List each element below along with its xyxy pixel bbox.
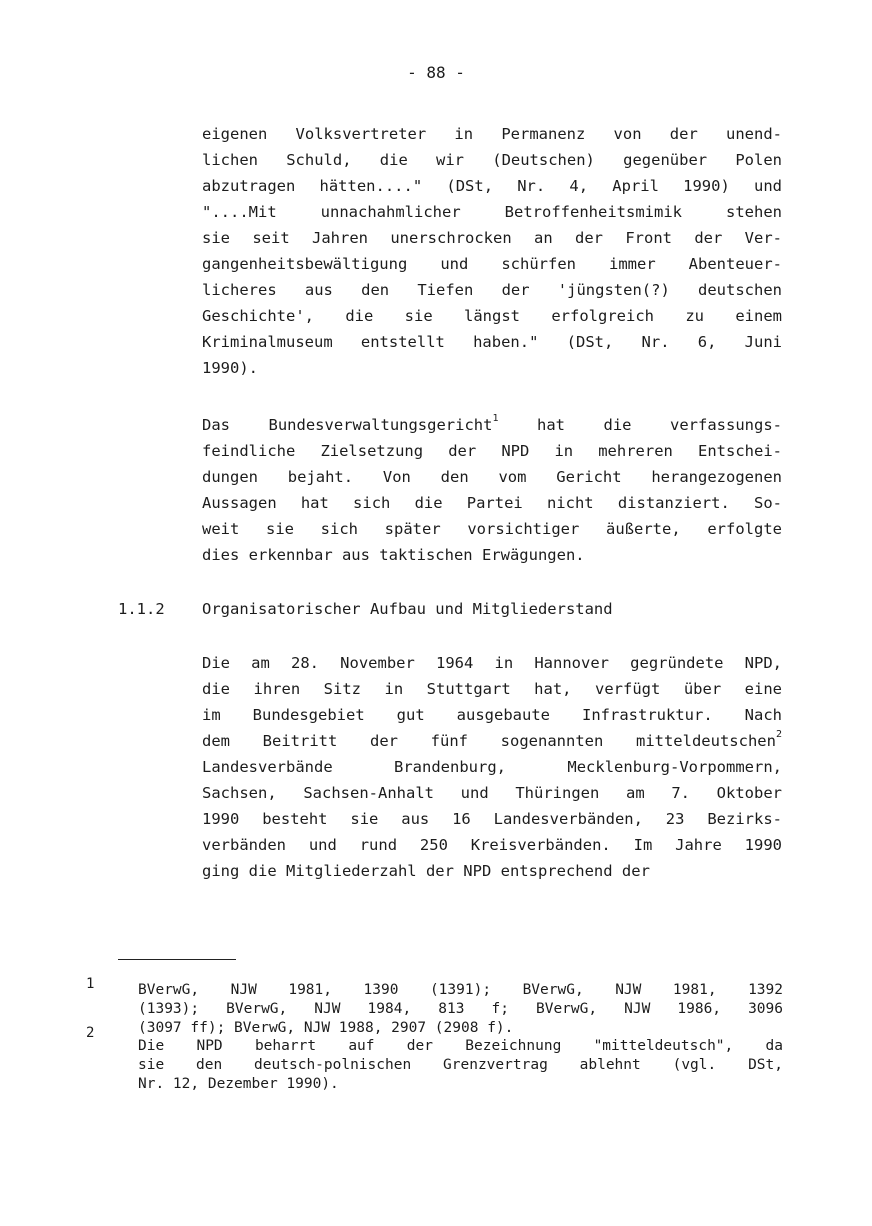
text-line: abzutragen hätten...." (DSt, Nr. 4, April 1990) und <box>202 177 782 195</box>
footnote-line: (1393); BVerwG, NJW 1984, 813 f; BVerwG, NJW 1986, 3096 <box>138 1001 783 1017</box>
text-line: dies erkennbar aus taktischen Erwägungen. <box>202 546 585 564</box>
text-segment: hat die verfassungs- <box>498 416 782 434</box>
text-line: Kriminalmuseum entstellt haben." (DSt, Nr. 6, Juni <box>202 333 782 351</box>
text-line: "....Mit unnachahmlicher Betroffenheitsmimik stehen <box>202 203 782 221</box>
footnote-number: 2 <box>86 1025 95 1041</box>
footnote-ref-1: 1 <box>492 413 499 424</box>
footnote-divider <box>118 959 236 960</box>
text-line: eigenen Volksvertreter in Permanenz von der unend- <box>202 125 782 143</box>
footnote-line: sie den deutsch-polnischen Grenzvertrag ablehnt (vgl. DSt, <box>138 1057 783 1073</box>
text-line: 1990). <box>202 359 258 377</box>
footnote-2 <box>138 1037 783 1094</box>
text-line: Sachsen, Sachsen-Anhalt und Thüringen am 7. Oktober <box>202 784 782 802</box>
text-line: gangenheitsbewältigung und schürfen immer Abenteuer- <box>202 255 782 273</box>
page-number: - 88 - <box>407 63 465 82</box>
text-line: Geschichte', die sie längst erfolgreich zu einem <box>202 307 782 325</box>
text-line: feindliche Zielsetzung der NPD in mehreren Entschei- <box>202 442 782 460</box>
text-line: ging die Mitgliederzahl der NPD entsprechend der <box>202 862 650 880</box>
footnote-line: BVerwG, NJW 1981, 1390 (1391); BVerwG, NJW 1981, 1392 <box>138 982 783 998</box>
text-segment: dem Beitritt der fünf sogenannten mitteldeutschen <box>202 732 776 750</box>
text-line: weit sie sich später vorsichtiger äußerte, erfolgte <box>202 520 782 538</box>
quote-paragraph <box>202 121 782 381</box>
text-line: dungen bejaht. Von den vom Gericht herangezogenen <box>202 468 782 486</box>
text-line: die ihren Sitz in Stuttgart hat, verfügt über eine <box>202 680 782 698</box>
court-paragraph <box>202 412 782 568</box>
text-line: sie seit Jahren unerschrocken an der Front der Ver- <box>202 229 782 247</box>
text-line: licheres aus den Tiefen der 'jüngsten(?) deutschen <box>202 281 782 299</box>
organisation-paragraph <box>202 650 782 884</box>
section-title: Organisatorischer Aufbau und Mitgliederstand <box>202 600 613 618</box>
text-line: Landesverbände Brandenburg, Mecklenburg-Vorpommern, <box>202 758 782 776</box>
text-line: 1990 besteht sie aus 16 Landesverbänden, 23 Bezirks- <box>202 810 782 828</box>
footnote-line: Die NPD beharrt auf der Bezeichnung "mitteldeutsch", da <box>138 1038 783 1054</box>
text-line: Aussagen hat sich die Partei nicht distanziert. So- <box>202 494 782 512</box>
text-segment: Das Bundesverwaltungsgericht <box>202 416 493 434</box>
footnote-line: Nr. 12, Dezember 1990). <box>138 1076 339 1092</box>
text-line: im Bundesgebiet gut ausgebaute Infrastruktur. Nach <box>202 706 782 724</box>
text-line: Die am 28. November 1964 in Hannover gegründete NPD, <box>202 654 782 672</box>
text-line: lichen Schuld, die wir (Deutschen) gegenüber Polen <box>202 151 782 169</box>
footnote-line: (3097 ff); BVerwG, NJW 1988, 2907 (2908 f). <box>138 1020 514 1036</box>
section-number: 1.1.2 <box>118 600 165 618</box>
text-line <box>202 728 782 754</box>
text-line <box>202 412 782 438</box>
footnote-ref-2: 2 <box>775 729 782 740</box>
footnote-1 <box>138 981 783 1038</box>
footnote-number: 1 <box>86 976 95 992</box>
text-line: verbänden und rund 250 Kreisverbänden. Im Jahre 1990 <box>202 836 782 854</box>
